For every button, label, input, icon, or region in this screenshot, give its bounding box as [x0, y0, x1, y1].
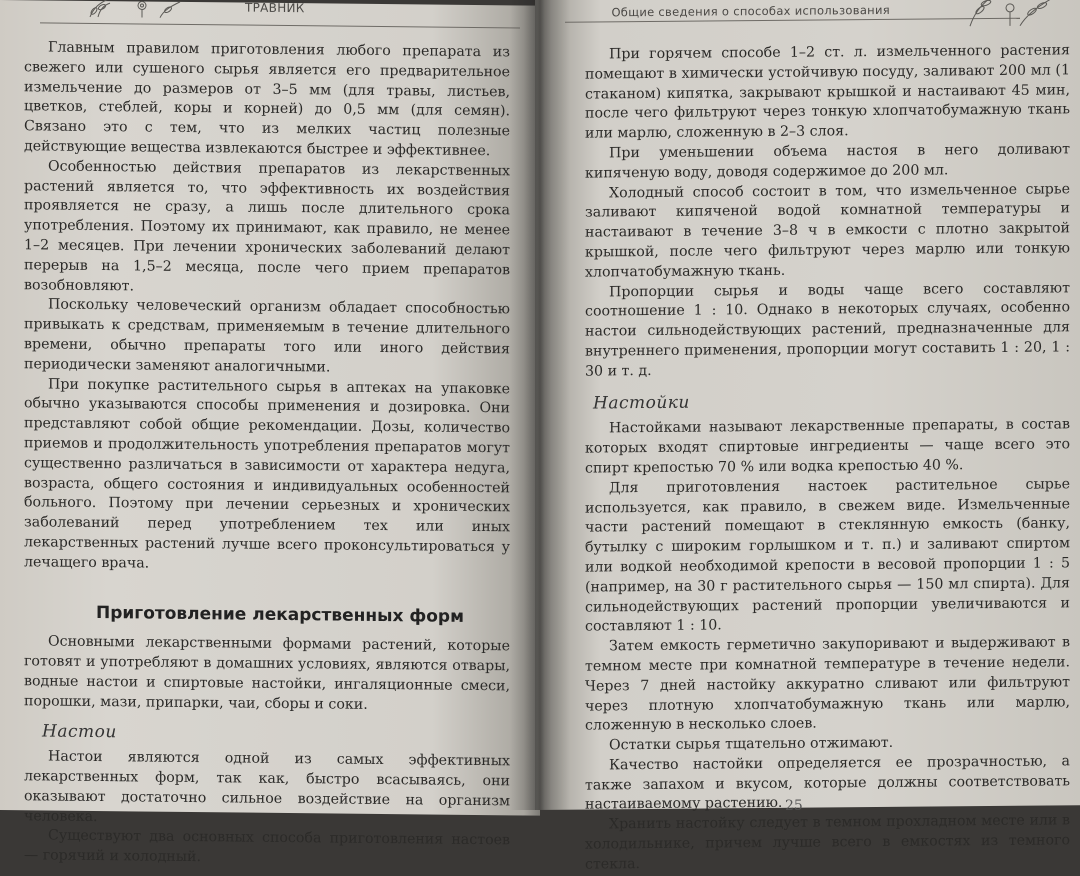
- subheading-nastoi: Настои: [42, 720, 117, 742]
- paragraph: Качество настойки определяется ее прозрачностью, а также запахом и вкусом, которые должны соответствовать настаиваемому растению.: [585, 753, 1070, 814]
- paragraph: Остатки сырья тщательно отжимают.: [609, 734, 894, 754]
- running-head-title: ТРАВНИК: [245, 0, 305, 16]
- paragraph: Для приготовления настоек растительное сырье используется, как правило, в свежем виде. Измельченные части растений помещают в стеклянную емкость (банку, бутылку с широким горлышком и т. п.) и заливают спиртом или водкой необходимой крепости в весовой пропорции 1 : 5 (например, на 30 г растительного сырья — 150 мл спирта). Для сильнодействующих растений пропорции увеличиваются и составляют 1 : 10.: [585, 476, 1070, 635]
- running-head-right: [565, 0, 1020, 23]
- paragraph: Настои являются одной из самых эффективных лекарственных форм, так как, быстро всасываясь, они оказывают достаточно сильное воздействие на организм человека.: [24, 748, 510, 825]
- herb-ornament-icon: [950, 0, 1060, 28]
- subheading-nastoiki: Настойки: [593, 392, 690, 414]
- left-page: [0, 0, 540, 866]
- paragraph: Поскольку человеческий организм обладает способностью привыкать к средствам, применяемым в течение длительного времени, обычно препараты того или иного действия периодически заменяют аналогичными.: [24, 296, 510, 376]
- running-head-title: Общие сведения о способах использования: [611, 2, 890, 20]
- paragraph: Затем емкость герметично закупоривают и выдерживают в темном месте при комнатной температуре в течение недели. Через 7 дней настойку аккуратно сливают или фильтруют через плотную хлопчатобумажную ткань или марлю, сложенную в несколько слоев.: [585, 634, 1070, 734]
- right-page-body: [585, 41, 1070, 875]
- left-page-body: [24, 38, 510, 871]
- herb-ornament-icon: [80, 0, 200, 20]
- paragraph: При уменьшении объема настоя в него доливают кипяченую воду, доводя содержимое до 200 мл.: [585, 141, 1070, 182]
- running-head-left: [40, 0, 520, 28]
- page-number: 25: [785, 797, 803, 814]
- paragraph: Настойками называют лекарственные препараты, в состав которых входят спиртовые ингредиенты — чаще всего это спирт крепостью 70 % или водка крепостью 40 %.: [585, 416, 1070, 477]
- paragraph: Хранить настойку следует в темном прохладном месте или в холодильнике, причем лучше всего в емкостях из темного стекла.: [585, 812, 1070, 873]
- paragraph: При горячем способе 1–2 ст. л. измельченного растения помещают в химически устойчивую посуду, заливают 200 мл (1 стаканом) кипятка, закрывают крышкой и настаивают 45 мин, после чего фильтруют через тонкую хлопчатобумажную ткань или марлю, сложенную в 2–3 слоя.: [585, 42, 1070, 142]
- section-heading: Приготовление лекарственных форм: [96, 602, 464, 627]
- paragraph: При покупке растительного сырья в аптеках на упаковке обычно указываются способы применения и дозировка. Они представляют собой общие рекомендации. Дозы, количество приемов и продолжительность употребления препаратов могут существенно различаться в зависимости от характера недуга, возраста, общего состояния и индивидуальных особенностей больного. Поэтому при лечении серьезных и хронических заболеваний перед употреблением тех или иных лекарственных растений лучше всего проконсультироваться у лечащего врача.: [24, 376, 510, 572]
- right-page: [535, 0, 1080, 873]
- paragraph: Особенностью действия препаратов из лекарственных растений является то, что эффективность их воздействия проявляется не сразу, а лишь после длительного срока употребления. Поэтому их принимают, как правило, не менее 1–2 месяцев. При лечении хронических заболеваний делают перерыв на 1,5–2 месяца, после чего прием препаратов возобновляют.: [24, 158, 510, 294]
- paragraph: Холодный способ состоит в том, что измельченное сырье заливают кипяченой водой комнатной температуры и настаивают в течение 3–8 ч в емкости с плотно закрытой крышкой, после чего фильтруют через марлю или тонкую хлопчатобумажную ткань.: [585, 180, 1070, 281]
- paragraph: Пропорции сырья и воды чаще всего составляют соотношение 1 : 10. Однако в некоторых случаях, особенно настои сильнодействующих растений, предназначенные для внутреннего применения, пропорции могут составить 1 : 20, 1 : 30 и т. д.: [585, 279, 1070, 380]
- paragraph: Основными лекарственными формами растений, которые готовят и употребляют в домашних условиях, являются отвары, водные настои и спиртовые настойки, ингаляционные смеси, порошки, мази, припарки, чаи, сборы и соки.: [24, 633, 510, 713]
- paragraph: Существуют два основных способа приготовления настоев — горячий и холодный.: [24, 827, 510, 866]
- paragraph: Главным правилом приготовления любого препарата из свежего или сушеного сырья является его предварительное измельчение до размеров от 3–5 мм (для травы, листьев, цветков, стеблей, коры и корней) до 0,5 мм (для семян). Связано это с тем, что из мелких частиц полезные действующие вещества извлекаются быстрее и эффективнее.: [24, 39, 510, 160]
